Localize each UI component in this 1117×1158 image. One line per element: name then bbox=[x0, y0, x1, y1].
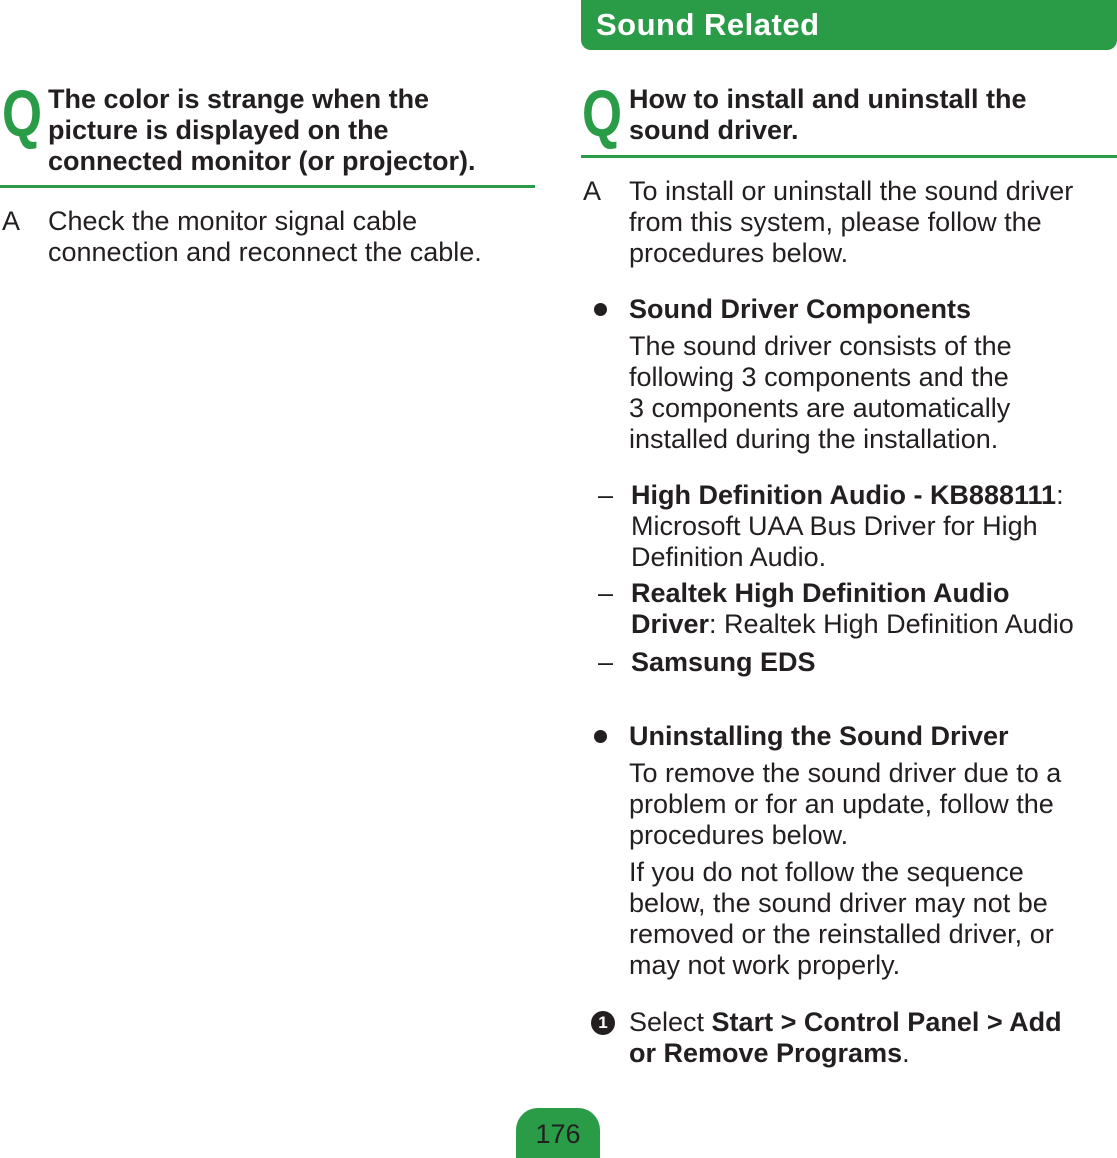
component-item-colon: : bbox=[1056, 480, 1064, 510]
uninstall-description bbox=[629, 758, 1061, 851]
component-item-line: Definition Audio. bbox=[631, 542, 827, 572]
right-question-line: sound driver. bbox=[629, 115, 799, 145]
components-line: installed during the installation. bbox=[629, 424, 999, 454]
left-question-line: connected monitor (or projector). bbox=[48, 146, 476, 176]
page-number: 176 bbox=[535, 1119, 581, 1149]
uninstall-line: procedures below. bbox=[629, 820, 849, 850]
right-answer-line: from this system, please follow the bbox=[629, 207, 1042, 237]
left-question-divider bbox=[0, 185, 535, 188]
components-description bbox=[629, 331, 1012, 455]
uninstall-line: problem or for an update, follow the bbox=[629, 789, 1054, 819]
bullet-icon bbox=[594, 730, 607, 743]
step-number-badge: 1 bbox=[591, 1011, 615, 1035]
components-line: following 3 components and the bbox=[629, 362, 1009, 392]
step-prefix: Select bbox=[629, 1007, 712, 1037]
left-answer-line: Check the monitor signal cable bbox=[48, 206, 418, 236]
component-item-hd-audio bbox=[631, 480, 1064, 573]
uninstall-warning-line: removed or the reinstalled driver, or bbox=[629, 919, 1054, 949]
uninstall-warning-line: may not work properly. bbox=[629, 950, 901, 980]
step-path: Start > Control Panel > Add bbox=[711, 1007, 1062, 1037]
left-answer-marker: A bbox=[2, 206, 21, 236]
left-question-line: picture is displayed on the bbox=[48, 115, 389, 145]
component-item-samsung-eds bbox=[631, 647, 816, 678]
right-answer-marker: A bbox=[583, 176, 602, 206]
component-item-title: Realtek High Definition Audio bbox=[631, 578, 1010, 608]
dash-marker: – bbox=[598, 578, 614, 608]
uninstall-heading: Uninstalling the Sound Driver bbox=[629, 721, 1009, 751]
right-question-divider bbox=[581, 155, 1117, 158]
left-question-marker: Q bbox=[2, 76, 43, 150]
bullet-icon bbox=[594, 303, 607, 316]
component-item-title: Driver bbox=[631, 609, 710, 639]
component-item-title: Samsung EDS bbox=[631, 647, 816, 677]
right-answer-line: To install or uninstall the sound driver bbox=[629, 176, 1074, 206]
left-answer-line: connection and reconnect the cable. bbox=[48, 237, 482, 267]
step-path: or Remove Programs bbox=[629, 1038, 903, 1068]
right-answer bbox=[629, 176, 1073, 269]
dash-marker: – bbox=[598, 647, 614, 677]
right-question-line: How to install and uninstall the bbox=[629, 84, 1027, 114]
right-question bbox=[629, 84, 1027, 146]
left-question-line: The color is strange when the bbox=[48, 84, 430, 114]
components-heading: Sound Driver Components bbox=[629, 294, 972, 324]
uninstall-line: To remove the sound driver due to a bbox=[629, 758, 1062, 788]
component-item-realtek bbox=[631, 578, 1074, 640]
right-answer-line: procedures below. bbox=[629, 238, 849, 268]
dash-marker: – bbox=[598, 480, 614, 510]
component-item-desc: : Realtek High Definition Audio bbox=[709, 609, 1074, 639]
components-line: 3 components are automatically bbox=[629, 393, 1011, 423]
component-item-line: Microsoft UAA Bus Driver for High bbox=[631, 511, 1038, 541]
step-instruction bbox=[629, 1007, 1062, 1069]
component-item-title: High Definition Audio - KB888111 bbox=[631, 480, 1057, 510]
step-suffix: . bbox=[902, 1038, 910, 1068]
components-line: The sound driver consists of the bbox=[629, 331, 1012, 361]
uninstall-warning-line: If you do not follow the sequence bbox=[629, 857, 1024, 887]
section-title: Sound Related bbox=[596, 7, 820, 42]
uninstall-warning bbox=[629, 857, 1054, 981]
left-answer bbox=[48, 206, 482, 268]
uninstall-warning-line: below, the sound driver may not be bbox=[629, 888, 1048, 918]
left-question bbox=[48, 84, 476, 177]
right-question-marker: Q bbox=[582, 76, 623, 150]
